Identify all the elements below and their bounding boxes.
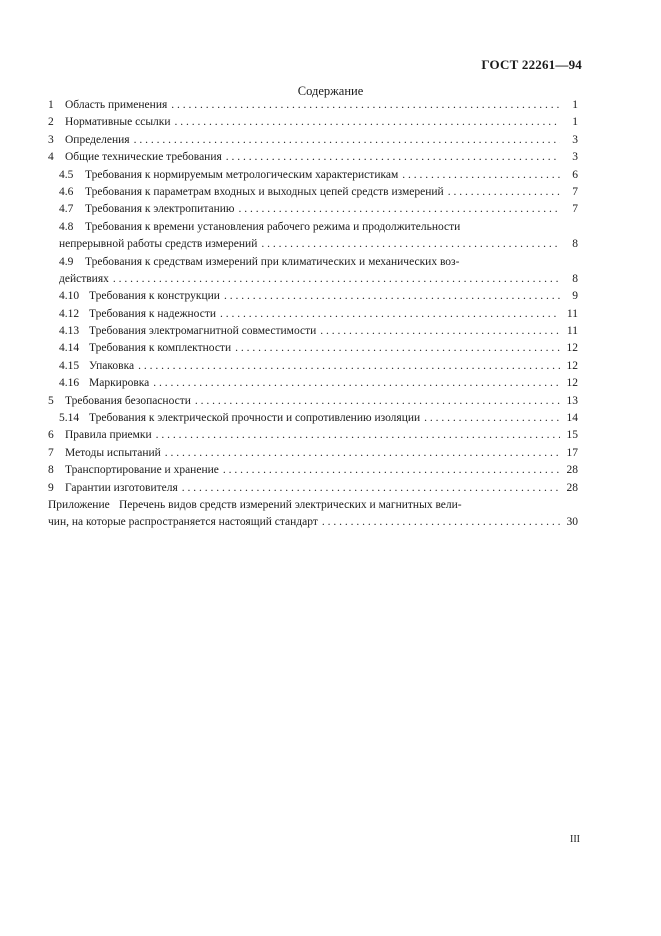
toc-entry-number: 2 (48, 116, 54, 129)
toc-entry-text: Транспортирование и хранение (65, 464, 219, 477)
toc-leader (402, 167, 560, 184)
toc-entry-page: 11 (566, 325, 578, 338)
toc-entry-text: Требования безопасности (65, 394, 191, 407)
toc-leader (448, 184, 560, 201)
toc-entry-page: 8 (572, 272, 578, 285)
toc-entry-number: 4.6 (59, 185, 74, 198)
toc-leader (320, 323, 560, 340)
toc-entry-text: Требования к средствам измерений при климатических и механических воз- (85, 255, 460, 268)
toc-entry[interactable] (48, 375, 578, 392)
toc-leader (175, 114, 560, 131)
toc-entry-page: 15 (566, 429, 578, 442)
toc-entry[interactable] (48, 201, 578, 218)
toc-entry[interactable] (48, 288, 578, 305)
document-code: ГОСТ 22261—94 (481, 57, 582, 72)
toc-entry-page: 11 (566, 307, 578, 320)
appendix-page: 30 (566, 516, 578, 529)
toc-entry-text: Требования к комплектности (89, 342, 232, 355)
toc-entry-number: 5.14 (59, 412, 80, 425)
toc-leader (156, 427, 560, 444)
toc-entry-number: 4.15 (59, 359, 80, 372)
toc-entry-text: Требования к электропитанию (85, 203, 235, 216)
toc-entry-page: 3 (572, 133, 578, 146)
toc-entry-number: 4.5 (59, 168, 74, 181)
toc-entry-page: 8 (572, 238, 578, 251)
toc-entry-text: Гарантии изготовителя (65, 481, 178, 494)
toc-entry[interactable] (48, 358, 578, 375)
toc-entry-number: 4.16 (59, 377, 80, 390)
toc-entry[interactable] (48, 340, 578, 357)
toc-entry-text: Область применения (65, 99, 168, 111)
toc-entry-number: 8 (48, 464, 54, 477)
toc-entry-text: Нормативные ссылки (65, 116, 171, 129)
toc-entry-page: 14 (566, 412, 578, 425)
toc-entry-text: Определения (65, 133, 130, 146)
toc-entry[interactable] (48, 254, 578, 271)
page-number: III (570, 834, 580, 845)
toc-entry-text: Требования к надежности (89, 307, 216, 320)
toc-entry-continuation[interactable] (48, 271, 578, 288)
toc-entry[interactable] (48, 114, 578, 131)
toc-entry[interactable] (48, 427, 578, 444)
toc-entry[interactable] (48, 219, 578, 236)
toc-entry-page: 28 (566, 464, 578, 477)
table-of-contents (48, 97, 578, 532)
toc-entry-number: 1 (48, 99, 54, 111)
toc-leader (113, 271, 560, 288)
toc-entry-text: Требования электромагнитной совместимости (89, 325, 317, 338)
toc-entry-number: 7 (48, 446, 54, 459)
toc-entry[interactable] (48, 445, 578, 462)
toc-leader (165, 445, 560, 462)
toc-entry[interactable] (48, 323, 578, 340)
toc-entry-page: 28 (566, 481, 578, 494)
toc-entry[interactable] (48, 306, 578, 323)
toc-entry-text: Требования к электрической прочности и сопротивлению изоляции (89, 412, 421, 425)
toc-leader (322, 514, 560, 531)
toc-appendix[interactable] (48, 497, 578, 514)
toc-entry-page: 13 (566, 394, 578, 407)
toc-entry-page: 12 (566, 342, 578, 355)
toc-entry-page: 7 (572, 203, 578, 216)
toc-entry-text: Требования к времени установления рабочего режима и продолжительности (85, 220, 461, 233)
toc-entry[interactable] (48, 462, 578, 479)
toc-entry-text: непрерывной работы средств измерений (59, 238, 258, 251)
toc-entry-text: Общие технические требования (65, 151, 222, 164)
toc-entry-number: 4 (48, 151, 54, 164)
toc-entry-text: Упаковка (89, 359, 135, 372)
toc-entry-text: Правила приемки (65, 429, 152, 442)
toc-entry-text: действиях (59, 272, 109, 285)
toc-entry-page: 3 (572, 151, 578, 164)
toc-entry[interactable] (48, 167, 578, 184)
toc-entry-number: 4.10 (59, 290, 80, 303)
toc-entry-number: 9 (48, 481, 54, 494)
toc-leader (239, 201, 560, 218)
toc-entry[interactable] (48, 149, 578, 166)
toc-entry-text: Методы испытаний (65, 446, 161, 459)
toc-entry-text: Маркировка (89, 377, 150, 390)
toc-leader (138, 358, 560, 375)
toc-title: Содержание (297, 84, 364, 98)
toc-entry[interactable] (48, 393, 578, 410)
toc-leader (195, 393, 560, 410)
toc-leader (261, 236, 560, 253)
toc-entry-number: 4.9 (59, 255, 74, 268)
toc-entry-page: 6 (572, 168, 578, 181)
toc-entry[interactable] (48, 480, 578, 497)
toc-entry-number: 4.13 (59, 325, 80, 338)
toc-entry-number: 4.7 (59, 203, 74, 216)
appendix-text: Перечень видов средств измерений электрических и магнитных вели- (119, 498, 462, 511)
toc-leader (235, 340, 560, 357)
toc-leader (424, 410, 560, 427)
toc-entry-page: 12 (566, 359, 578, 372)
toc-entry[interactable] (48, 410, 578, 427)
toc-entry[interactable] (48, 184, 578, 201)
toc-entry-page: 17 (566, 446, 578, 459)
toc-entry[interactable] (48, 97, 578, 114)
toc-entry-number: 5 (48, 394, 54, 407)
toc-leader (153, 375, 560, 392)
toc-entry-text: Требования к конструкции (89, 290, 220, 303)
toc-appendix-continuation[interactable] (48, 514, 578, 531)
toc-leader (224, 288, 560, 305)
toc-entry-number: 4.14 (59, 342, 80, 355)
toc-entry-number: 4.8 (59, 220, 74, 233)
toc-entry-page: 1 (572, 99, 578, 111)
toc-entry-text: Требования к параметрам входных и выходных цепей средств измерений (85, 185, 444, 198)
toc-leader (171, 97, 560, 114)
toc-entry-continuation[interactable] (48, 236, 578, 253)
toc-entry-page: 1 (572, 116, 578, 129)
toc-leader (182, 480, 560, 497)
toc-entry-number: 4.12 (59, 307, 80, 320)
appendix-text: чин, на которые распространяется настоящий стандарт (48, 516, 318, 529)
appendix-label: Приложение (48, 498, 110, 511)
toc-leader (134, 132, 560, 149)
toc-entry-number: 6 (48, 429, 54, 442)
toc-entry-page: 7 (572, 185, 578, 198)
toc-entry-page: 12 (566, 377, 578, 390)
toc-entry-text: Требования к нормируемым метрологическим характеристикам (85, 168, 399, 181)
toc-leader (220, 306, 560, 323)
toc-entry-number: 3 (48, 133, 54, 146)
toc-entry-page: 9 (572, 290, 578, 303)
toc-entry[interactable] (48, 132, 578, 149)
toc-leader (226, 149, 560, 166)
toc-leader (223, 462, 560, 479)
